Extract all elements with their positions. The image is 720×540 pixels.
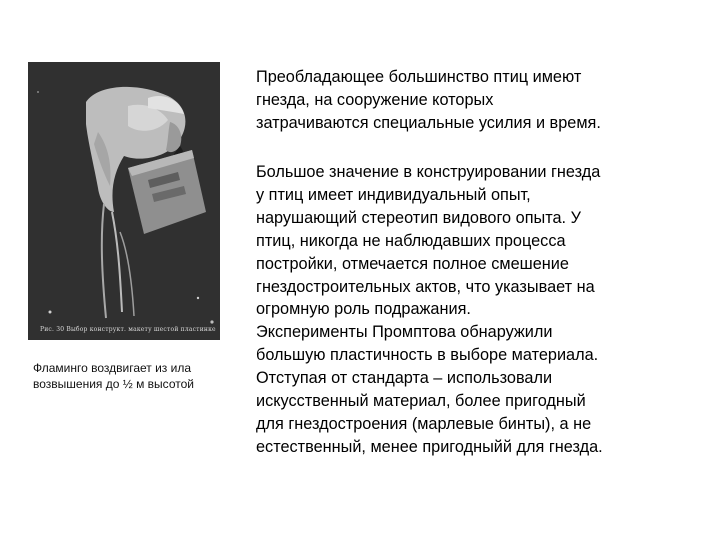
- bird-illustration: [28, 62, 220, 340]
- figure-caption: Фламинго воздвигает из ила возвышения до ½ м высотой: [33, 361, 194, 391]
- paragraph-line: гнездостроительных актов, что указывает на: [256, 277, 595, 296]
- paragraph-line: затрачиваются специальные усилия и время.: [256, 113, 601, 132]
- paragraph-line: птиц, никогда не наблюдавших процесса: [256, 231, 566, 250]
- paragraph-line: нарушающий стереотип видового опыта. У: [256, 208, 581, 227]
- paragraph-line: Преобладающее большинство птиц имеют: [256, 68, 582, 86]
- paragraph-line: огромную роль подражания.: [256, 300, 471, 319]
- paragraph-line: искусственный материал, более пригодный: [256, 392, 586, 411]
- paragraph-line: постройки, отмечается полное смешение: [256, 254, 569, 273]
- paragraph-line: гнезда, на сооружение которых: [256, 90, 494, 109]
- paragraph-nests: [256, 66, 706, 135]
- paragraph-line: у птиц имеет индивидуальный опыт,: [256, 185, 531, 204]
- paragraph-line: Эксперименты Промптова обнаружили: [256, 323, 553, 342]
- bird-photo: [28, 62, 220, 340]
- paragraph-line: Отступая от стандарта – использовали: [256, 369, 553, 388]
- paragraph-experience: [256, 161, 706, 459]
- image-caption: Рис. 30 Выбор конструкт. макету шестой пластинке: [40, 326, 216, 333]
- paragraph-line: большую пластичность в выборе материала.: [256, 346, 599, 365]
- paragraph-line: естественный, менее пригодныйй для гнезда.: [256, 437, 603, 456]
- paragraph-line: Большое значение в конструировании гнезда: [256, 163, 601, 181]
- paragraph-line: для гнездостроения (марлевые бинты), а не: [256, 414, 592, 433]
